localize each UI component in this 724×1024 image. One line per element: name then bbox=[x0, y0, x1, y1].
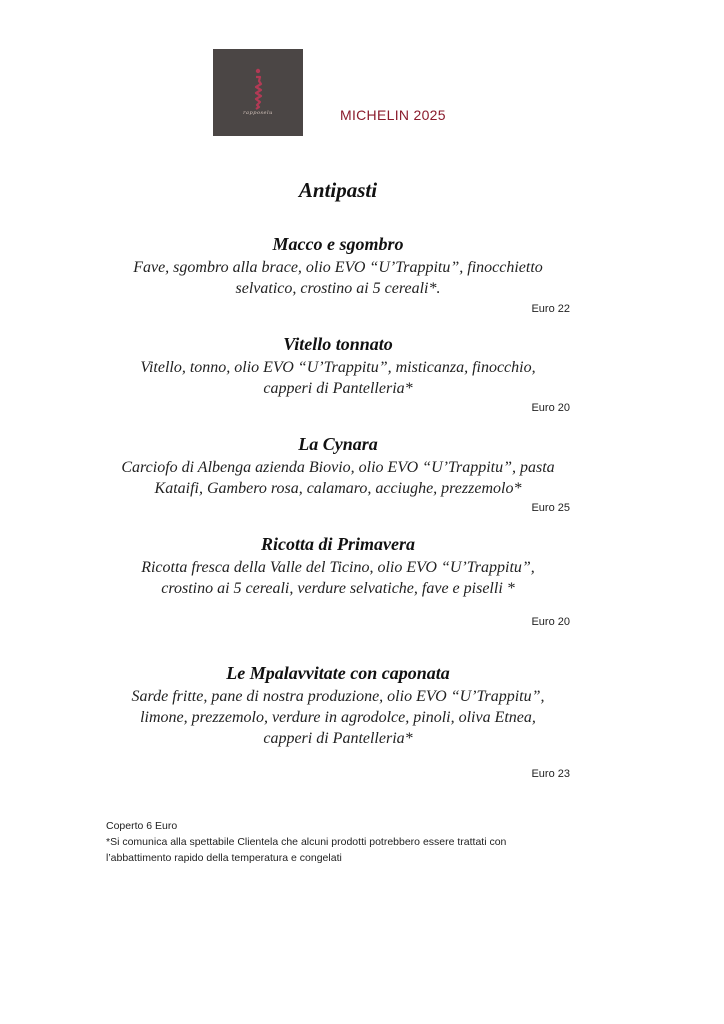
dish-description-line: capperi di Pantelleria* bbox=[263, 380, 413, 397]
dish-description-line: limone, prezzemolo, verdure in agrodolce, pinoli, oliva Etnea, bbox=[140, 709, 536, 726]
dish-description-line: Ricotta fresca della Valle del Ticino, olio EVO “U’Trappitu”, bbox=[141, 559, 535, 576]
dish-name: La Cynara bbox=[298, 434, 378, 454]
dish-description bbox=[0, 686, 676, 749]
dish-description bbox=[0, 357, 676, 399]
dish-price: Euro 25 bbox=[531, 502, 570, 514]
menu-item bbox=[0, 662, 676, 749]
menu-item bbox=[0, 433, 676, 499]
dish-name: Ricotta di Primavera bbox=[261, 534, 415, 554]
michelin-label: MICHELIN 2025 bbox=[340, 107, 446, 123]
dish-description bbox=[0, 457, 676, 499]
logo-mark-icon bbox=[213, 49, 303, 136]
dish-name: Le Mpalavvitate con caponata bbox=[226, 663, 450, 683]
dish-description bbox=[0, 557, 676, 599]
logo-wordmark: rapposelu bbox=[243, 110, 273, 116]
menu-item bbox=[0, 333, 676, 399]
dish-description-line: Vitello, tonno, olio EVO “U’Trappitu”, misticanza, finocchio, bbox=[140, 359, 536, 376]
frozen-notice-line: l’abbattimento rapido della temperatura e congelati bbox=[106, 852, 342, 864]
dish-description-line: Fave, sgombro alla brace, olio EVO “U’Trappitu”, finocchietto bbox=[133, 259, 543, 276]
frozen-notice-line: *Si comunica alla spettabile Clientela che alcuni prodotti potrebbero essere trattati con bbox=[106, 836, 507, 848]
dish-name: Macco e sgombro bbox=[272, 234, 404, 254]
dish-price: Euro 23 bbox=[531, 768, 570, 780]
dish-price: Euro 22 bbox=[531, 303, 570, 315]
dish-description-line: Carciofo di Albenga azienda Biovio, olio EVO “U’Trappitu”, pasta bbox=[121, 459, 555, 476]
footer-notes bbox=[106, 818, 566, 866]
dish-description-line: selvatico, crostino ai 5 cereali*. bbox=[235, 280, 441, 297]
menu-item bbox=[0, 533, 676, 599]
dish-name: Vitello tonnato bbox=[283, 334, 393, 354]
dish-description-line: Kataifi, Gambero rosa, calamaro, acciughe, prezzemolo* bbox=[154, 480, 522, 497]
dish-description-line: Sarde fritte, pane di nostra produzione, olio EVO “U’Trappitu”, bbox=[131, 688, 545, 705]
restaurant-logo bbox=[213, 49, 303, 136]
cover-charge: Coperto 6 Euro bbox=[106, 820, 178, 832]
dish-description bbox=[0, 257, 676, 299]
menu-item bbox=[0, 233, 676, 299]
dish-description-line: capperi di Pantelleria* bbox=[263, 730, 413, 747]
dish-description-line: crostino ai 5 cereali, verdure selvatiche, fave e piselli * bbox=[161, 580, 515, 597]
dish-price: Euro 20 bbox=[531, 402, 570, 414]
section-title: Antipasti bbox=[298, 178, 378, 202]
dish-price: Euro 20 bbox=[531, 616, 570, 628]
